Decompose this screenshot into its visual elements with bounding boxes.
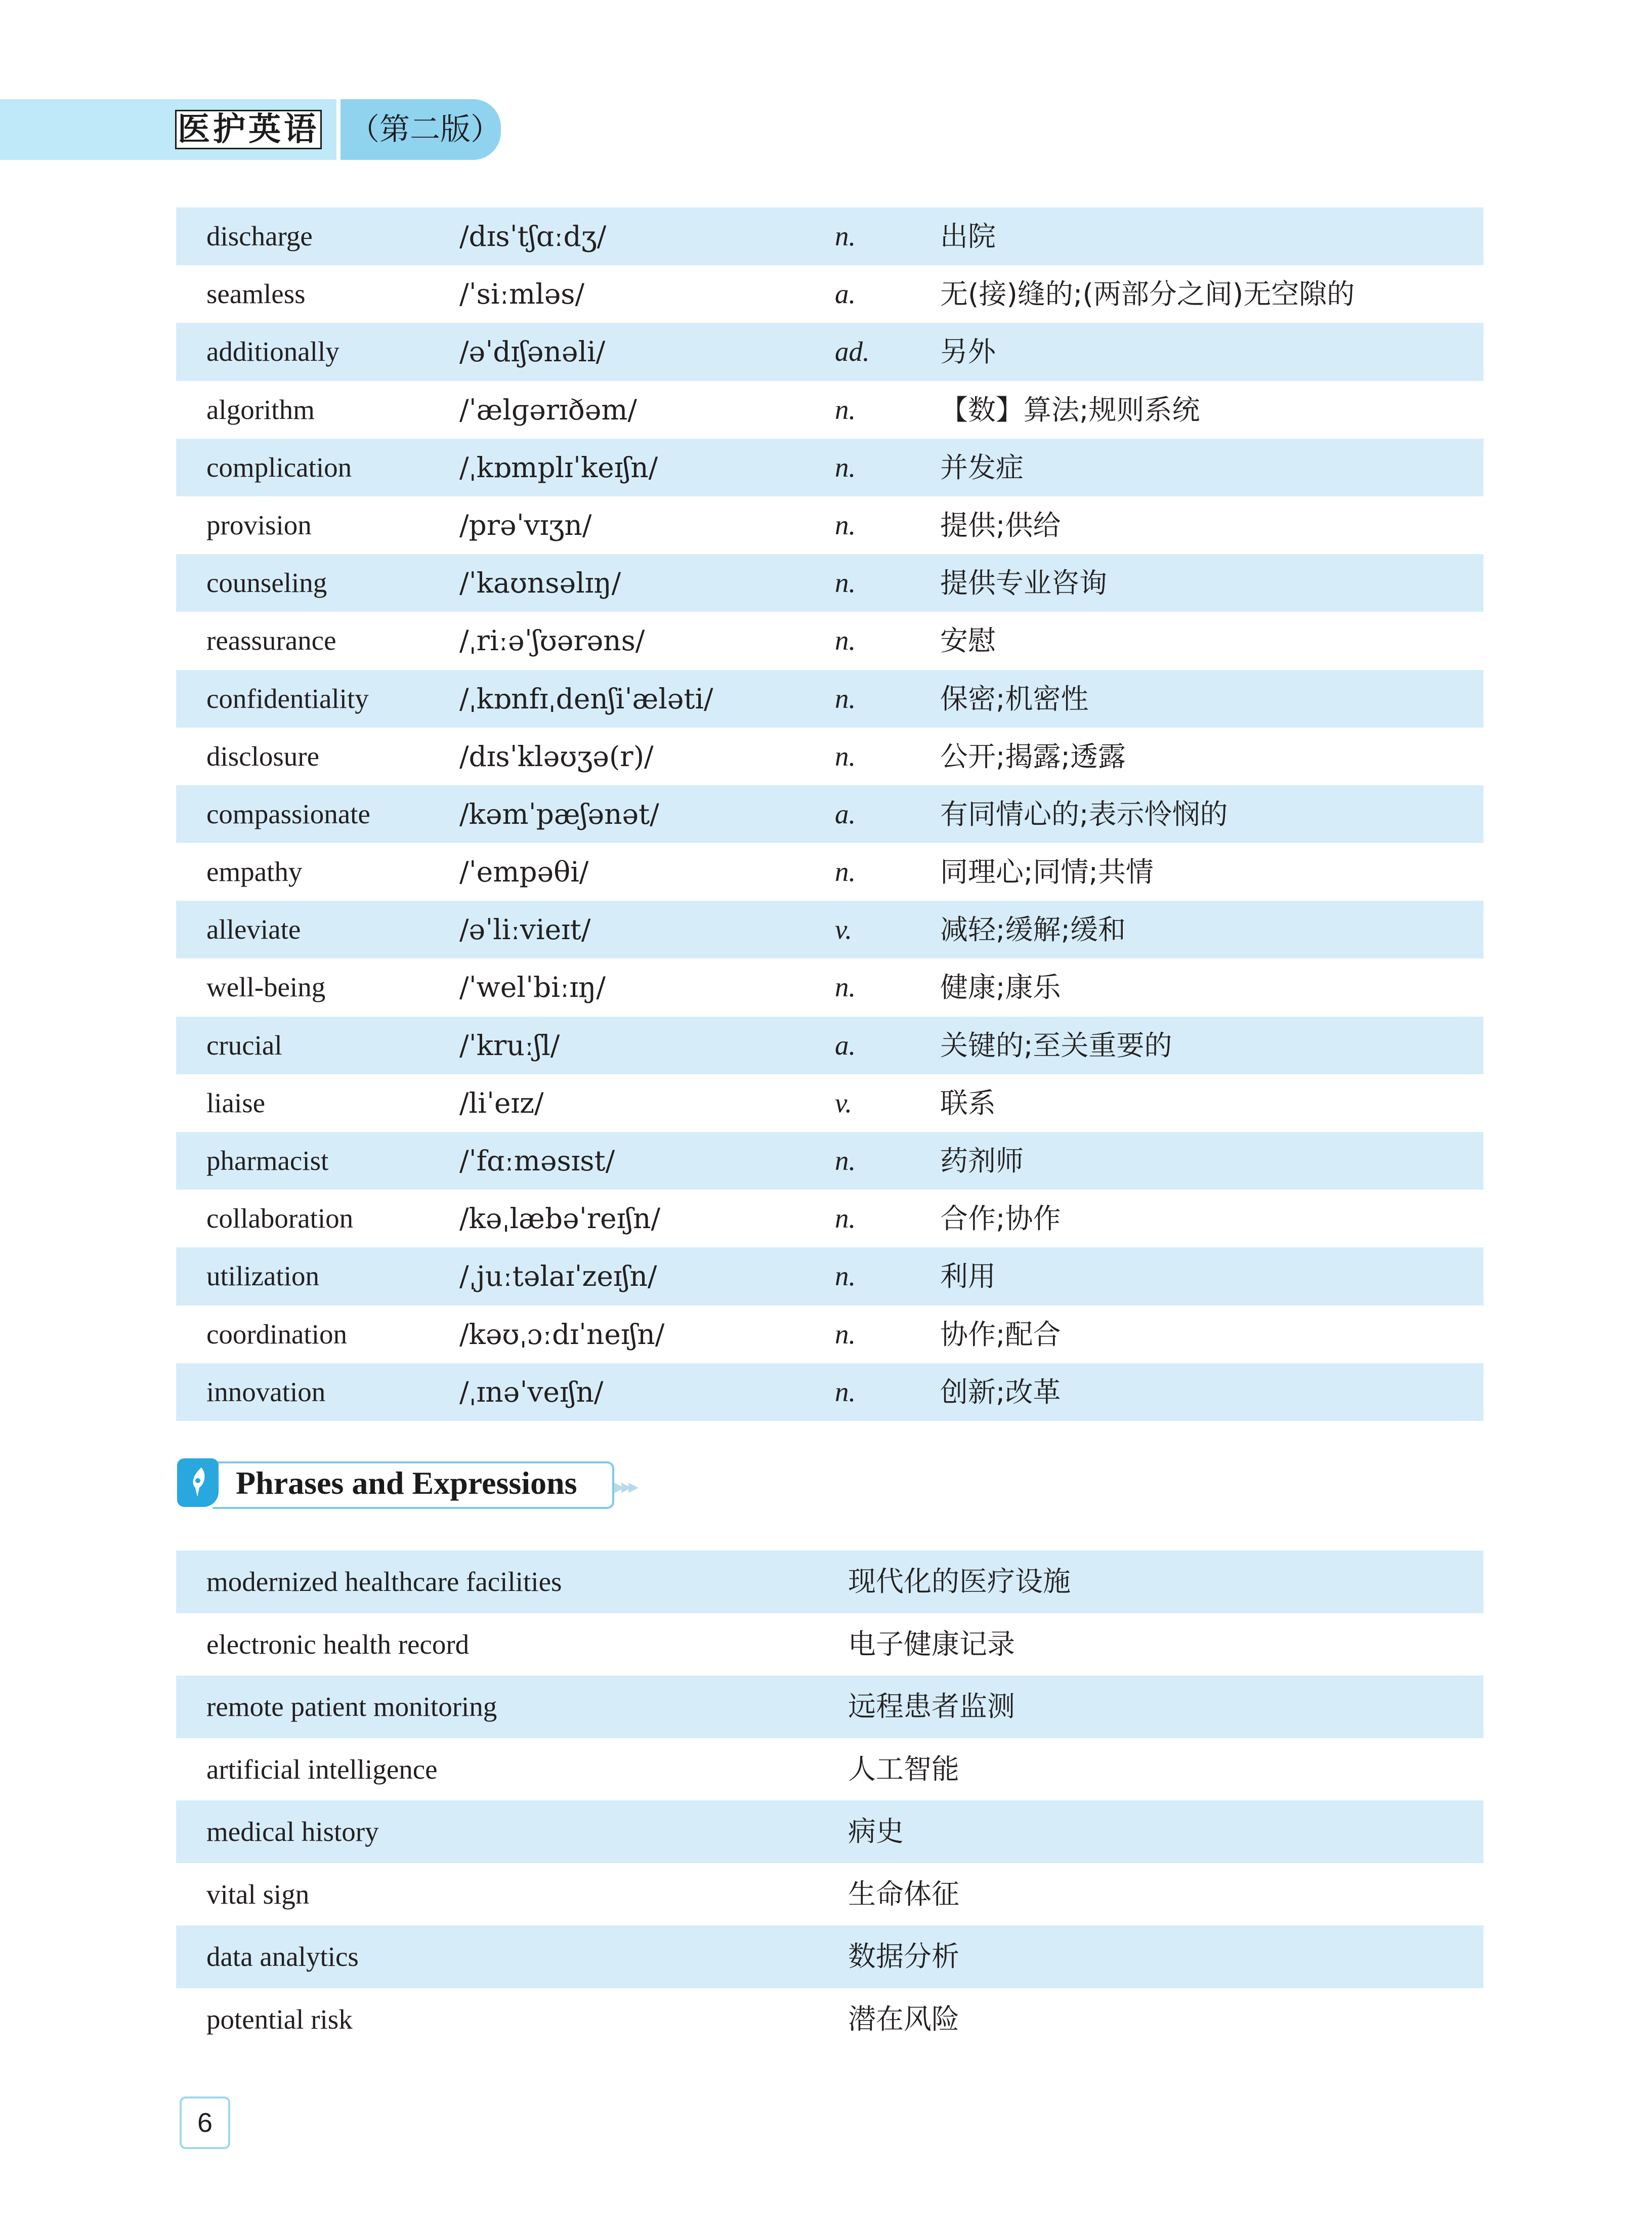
vocab-phonetic: /ˈfɑːməsɪst/ (459, 1145, 615, 1177)
vocab-phonetic: /ˌkɒmplɪˈkeɪʃn/ (459, 451, 658, 484)
page-number: 6 (180, 2096, 230, 2149)
vocab-word: alleviate (206, 914, 301, 945)
phrase-row (176, 1613, 1484, 1676)
vocab-word: seamless (206, 278, 306, 310)
vocab-row (176, 381, 1484, 439)
phrase-english: potential risk (206, 2003, 353, 2035)
vocab-phonetic: /ˌɪnəˈveɪʃn/ (459, 1375, 604, 1408)
vocab-row (176, 1190, 1484, 1247)
vocab-row (176, 439, 1484, 496)
phrase-chinese: 远程患者监测 (848, 1690, 1015, 1723)
arrows-decoration-icon: ▶▶▶ (614, 1480, 636, 1495)
vocab-word: innovation (206, 1376, 326, 1407)
vocab-meaning: 同理心;同情;共情 (940, 856, 1154, 889)
phrase-english: vital sign (206, 1878, 310, 1910)
vocab-pos: n. (835, 221, 856, 251)
vocab-meaning: 关键的;至关重要的 (940, 1029, 1172, 1062)
vocab-meaning: 健康;康乐 (940, 971, 1061, 1004)
vocab-meaning: 利用 (940, 1260, 996, 1293)
vocab-pos: v. (835, 1087, 853, 1118)
book-title-text: 医护英语 (175, 110, 322, 149)
vocab-phonetic: /ˈempəθi/ (459, 856, 589, 889)
vocab-row (176, 496, 1484, 554)
vocab-word: algorithm (206, 394, 315, 425)
vocab-word: disclosure (206, 740, 320, 772)
vocab-meaning: 合作;协作 (940, 1202, 1061, 1235)
vocab-meaning: 并发症 (940, 451, 1024, 484)
vocab-word: counseling (206, 567, 327, 599)
vocabulary-table (176, 207, 1484, 1421)
vocab-phonetic: /ˌkɒnfɪˌdenʃiˈæləti/ (459, 682, 713, 715)
phrase-row (176, 1675, 1484, 1738)
vocab-phonetic: /ˈsiːmləs/ (459, 278, 585, 311)
vocab-pos: n. (835, 509, 856, 540)
vocab-phonetic: /ˌjuːtəlaɪˈzeɪʃn/ (459, 1260, 657, 1293)
vocab-word: complication (206, 451, 352, 483)
vocab-row (176, 265, 1484, 323)
phrase-row (176, 1738, 1484, 1801)
vocab-meaning: 出院 (940, 220, 996, 253)
vocab-pos: v. (835, 914, 853, 945)
vocab-meaning: 公开;揭露;透露 (940, 740, 1126, 773)
phrase-chinese: 数据分析 (848, 1940, 960, 1972)
vocab-row (176, 1306, 1484, 1363)
vocab-phonetic: /prəˈvɪʒn/ (459, 509, 592, 541)
vocab-pos: n. (835, 683, 856, 714)
vocab-meaning: 联系 (940, 1086, 996, 1119)
vocab-pos: a. (835, 1029, 856, 1061)
vocab-row (176, 323, 1484, 381)
vocab-phonetic: /dɪsˈkləʊʒə(r)/ (459, 740, 654, 773)
vocab-pos: a. (835, 278, 856, 310)
vocab-pos: n. (835, 1376, 856, 1407)
phrase-chinese: 生命体征 (848, 1877, 960, 1910)
phrase-row (176, 1550, 1484, 1613)
vocab-meaning: 另外 (940, 335, 996, 368)
vocab-pos: n. (835, 1145, 856, 1176)
phrase-chinese: 现代化的医疗设施 (848, 1565, 1071, 1598)
vocab-phonetic: /ˈkruːʃl/ (459, 1029, 560, 1062)
vocab-word: collaboration (206, 1203, 354, 1234)
vocab-pos: ad. (835, 336, 870, 367)
pen-nib-icon (177, 1458, 219, 1507)
vocab-pos: n. (835, 1318, 856, 1350)
vocab-phonetic: /ˌriːəˈʃʊərəns/ (459, 624, 645, 657)
phrase-english: artificial intelligence (206, 1753, 438, 1785)
phrase-english: remote patient monitoring (206, 1691, 497, 1722)
vocab-meaning: 创新;改革 (940, 1375, 1061, 1408)
vocab-meaning: 减轻;缓解;缓和 (940, 913, 1126, 946)
vocab-pos: n. (835, 972, 856, 1003)
vocab-pos: n. (835, 394, 856, 425)
vocab-row (176, 958, 1484, 1016)
vocab-meaning: 保密;机密性 (940, 682, 1089, 715)
vocab-word: coordination (206, 1318, 347, 1350)
vocab-meaning: 【数】算法;规则系统 (940, 393, 1200, 426)
vocab-row (176, 728, 1484, 785)
vocab-pos: n. (835, 1261, 856, 1292)
vocab-phonetic: /ˈælɡərɪðəm/ (459, 393, 637, 426)
phrase-english: data analytics (206, 1941, 359, 1972)
section-title: Phrases and Expressions (236, 1465, 577, 1501)
edition-label: （第二版） (349, 112, 501, 147)
vocab-word: compassionate (206, 798, 370, 829)
vocab-row (176, 1363, 1484, 1421)
vocab-row (176, 1132, 1484, 1190)
book-title (175, 104, 325, 155)
vocab-word: liaise (206, 1087, 266, 1118)
vocab-phonetic: /əˈdɪʃənəli/ (459, 335, 606, 368)
vocab-row (176, 1074, 1484, 1132)
vocab-word: utilization (206, 1261, 320, 1292)
phrase-chinese: 电子健康记录 (848, 1627, 1015, 1660)
vocab-row (176, 554, 1484, 612)
vocab-meaning: 有同情心的;表示怜悯的 (940, 797, 1228, 830)
vocab-phonetic: /ˈwelˈbiːɪŋ/ (459, 971, 606, 1004)
vocab-meaning: 协作;配合 (940, 1318, 1061, 1351)
vocab-row (176, 207, 1484, 265)
vocab-meaning: 提供专业咨询 (940, 567, 1108, 600)
phrase-chinese: 病史 (848, 1815, 904, 1847)
vocab-word: crucial (206, 1029, 282, 1061)
vocab-word: provision (206, 509, 312, 540)
vocab-row (176, 1017, 1484, 1074)
vocab-row (176, 901, 1484, 958)
vocab-pos: a. (835, 798, 856, 829)
vocab-pos: n. (835, 1203, 856, 1234)
vocab-pos: n. (835, 856, 856, 888)
vocab-meaning: 提供;供给 (940, 509, 1061, 541)
vocab-word: reassurance (206, 625, 336, 656)
phrase-row (176, 1800, 1484, 1863)
vocab-row (176, 785, 1484, 843)
phrase-row (176, 1988, 1484, 2051)
vocab-row (176, 1247, 1484, 1305)
vocab-phonetic: /ˈkaʊnsəlɪŋ/ (459, 567, 621, 600)
vocab-row (176, 612, 1484, 669)
vocab-phonetic: /liˈeɪz/ (459, 1086, 544, 1119)
vocab-meaning: 药剂师 (940, 1145, 1024, 1177)
vocab-word: pharmacist (206, 1145, 329, 1176)
vocab-phonetic: /əˈliːvieɪt/ (459, 913, 591, 946)
vocab-pos: n. (835, 451, 856, 483)
phrase-english: medical history (206, 1816, 379, 1847)
vocab-word: additionally (206, 336, 340, 367)
phrase-row (176, 1863, 1484, 1926)
vocab-word: well-being (206, 972, 326, 1003)
vocab-phonetic: /kəmˈpæʃənət/ (459, 797, 659, 830)
vocab-word: confidentiality (206, 683, 369, 714)
vocab-pos: n. (835, 740, 856, 772)
vocab-phonetic: /kəʊˌɔːdɪˈneɪʃn/ (459, 1318, 665, 1351)
vocab-row (176, 670, 1484, 728)
phrase-chinese: 潜在风险 (848, 2002, 960, 2035)
phrase-row (176, 1925, 1484, 1988)
phrase-chinese: 人工智能 (848, 1752, 960, 1785)
vocab-row (176, 843, 1484, 901)
vocab-word: discharge (206, 221, 313, 251)
vocab-phonetic: /kəˌlæbəˈreɪʃn/ (459, 1202, 661, 1235)
vocab-meaning: 安慰 (940, 624, 996, 657)
vocab-meaning: 无(接)缝的;(两部分之间)无空隙的 (940, 278, 1355, 311)
phrases-table (176, 1550, 1484, 2050)
vocab-word: empathy (206, 856, 303, 888)
vocab-pos: n. (835, 625, 856, 656)
phrase-english: electronic health record (206, 1628, 470, 1660)
phrase-english: modernized healthcare facilities (206, 1566, 562, 1597)
vocab-phonetic: /dɪsˈtʃɑːdʒ/ (459, 220, 607, 253)
vocab-pos: n. (835, 567, 856, 599)
